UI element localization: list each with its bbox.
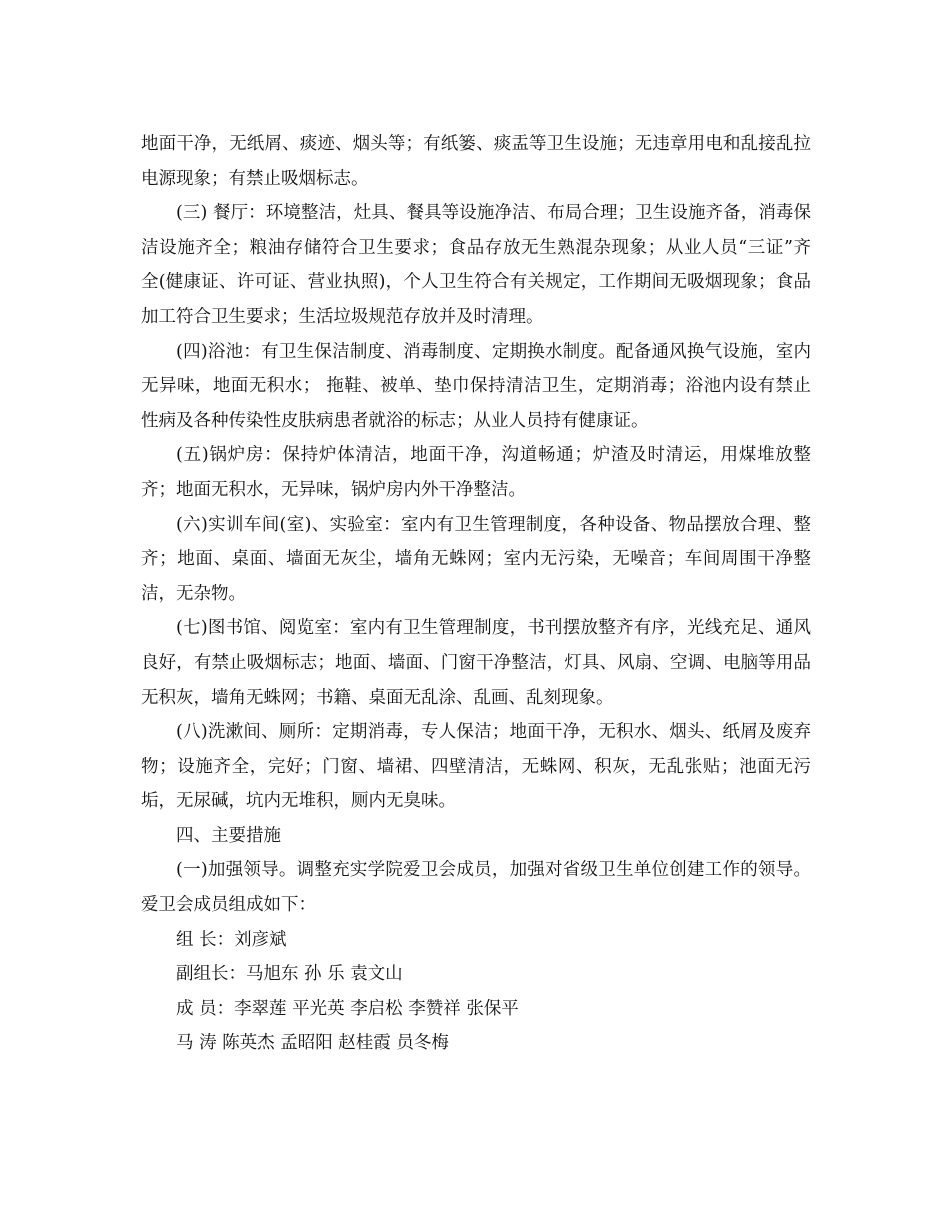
member-line-deputy: 副组长：马旭东 孙 乐 袁文山: [176, 964, 403, 985]
paragraph-leadership: (一)加强领导。调整充实学院爱卫会成员，加强对省级卫生单位创建工作的领导。爱卫会成员组成如下：: [141, 860, 811, 916]
section-heading-main-measures: 四、主要措施: [176, 825, 281, 846]
paragraph-bathhouse: (四)浴池：有卫生保洁制度、消毒制度、定期换水制度。配备通风换气设施，室内无异味，地面无积水； 拖鞋、被单、垫巾保持清洁卫生，定期消毒；浴池内设有禁止性病及各种传染性皮肤病患者就浴的标志；从业人员持有健康证。: [141, 341, 811, 431]
paragraph-washroom: (八)洗漱间、厕所：定期消毒，专人保洁；地面干净，无积水、烟头、纸屑及废弃物；设施齐全，完好；门窗、墙裙、四壁清洁，无蛛网、积灰，无乱张贴；池面无污垢，无尿碱，坑内无堆积，厕内无臭味。: [141, 722, 811, 812]
member-line-leader: 组 长：刘彦斌: [176, 929, 287, 950]
member-line-members: 成 员：李翠莲 平光英 李启松 李赞祥 张保平: [176, 998, 519, 1019]
paragraph-library: (七)图书馆、阅览室：室内有卫生管理制度，书刊摆放整齐有序，光线充足、通风良好，有禁止吸烟标志；地面、墙面、门窗干净整洁，灯具、风扇、空调、电脑等用品无积灰，墙角无蛛网；书籍、桌面无乱涂、乱画、乱刻现象。: [141, 618, 811, 708]
paragraph-canteen: (三) 餐厅：环境整洁，灶具、餐具等设施净洁、布局合理；卫生设施齐备，消毒保洁设施齐全；粮油存储符合卫生要求；食品存放无生熟混杂现象；从业人员“三证”齐 全(健康证、许可证、营业执照)，个人卫生符合有关规定，工作期间无吸烟现象；食品加工符合卫生要求；生活垃圾规范存放并及时清理。: [141, 203, 811, 327]
paragraph-training-workshop: (六)实训车间(室)、实验室：室内有卫生管理制度，各种设备、物品摆放合理、整齐；地面、桌面、墙面无灰尘，墙角无蛛网；室内无污染，无噪音；车间周围干净整洁，无杂物。: [141, 514, 811, 604]
paragraph-continued: 地面干净，无纸屑、痰迹、烟头等；有纸篓、痰盂等卫生设施；无违章用电和乱接乱拉电源现象；有禁止吸烟标志。: [141, 134, 811, 189]
document-body: [141, 127, 811, 1061]
member-line-members-continued: 马 涛 陈英杰 孟昭阳 赵桂霞 员冬梅: [176, 1033, 449, 1054]
paragraph-boiler-room: (五)锅炉房：保持炉体清洁，地面干净，沟道畅通；炉渣及时清运，用煤堆放整齐；地面无积水，无异味，锅炉房内外干净整洁。: [141, 445, 811, 500]
